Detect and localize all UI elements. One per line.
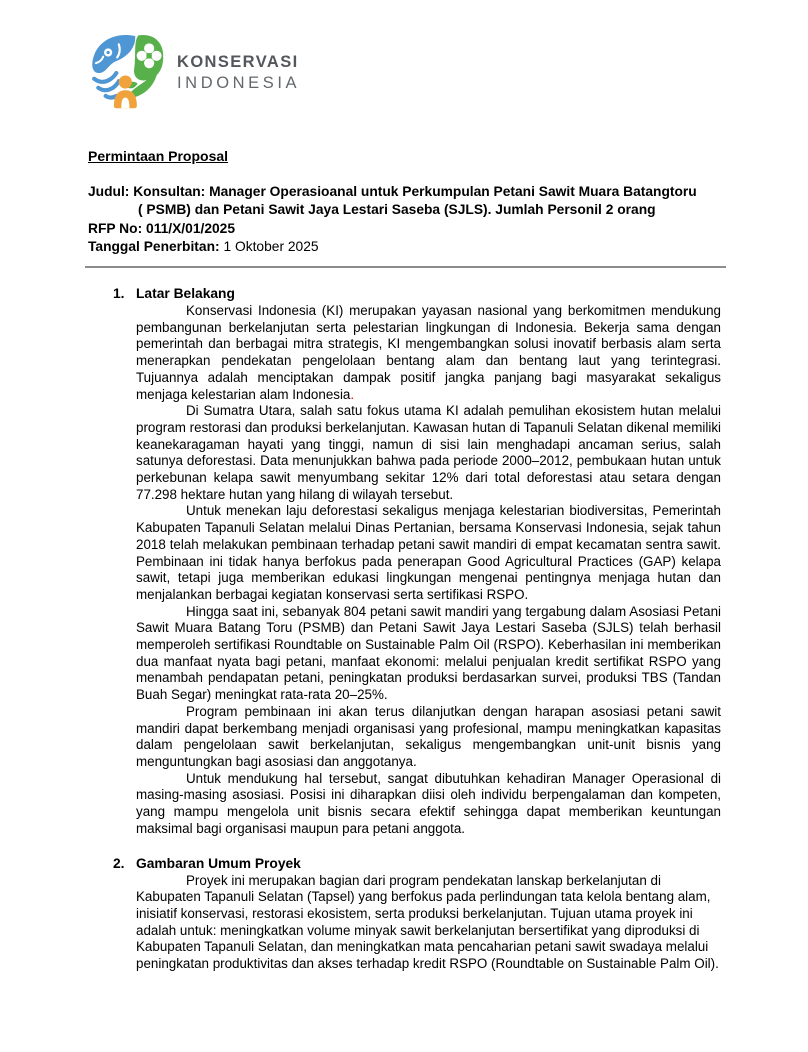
rfp-label: RFP No:: [88, 220, 143, 236]
paragraph: Untuk menekan laju deforestasi sekaligus menjaga kelestarian biodiversitas, Pemerintah Kabupaten Tapanuli Selatan melalui Dinas Pertanian, bersama Konservasi Indonesia, sejak tahun 2018 telah melakukan pembinaan terhadap petani sawit mandiri di empat kecamatan sentra sawit. Pembinaan ini tidak hanya berfokus pada penerapan Good Agricultural Practices (GAP) kelapa sawit, tetapi juga memberikan edukasi lingkungan mengenai pentingnya menjaga hutan dan menjalankan berbagai kegiatan konservasi serta sertifikasi RSPO.: [136, 503, 721, 602]
section-number: 2.: [113, 855, 125, 871]
issue-date-label: Tanggal Penerbitan:: [88, 238, 220, 254]
sections: [113, 285, 721, 973]
paragraph: Konservasi Indonesia (KI) merupakan yayasan nasional yang berkomitmen mendukung pembangunan berkelanjutan serta pelestarian lingkungan di Indonesia. Bekerja sama dengan pemerintah dan berbagai mitra strategis, KI mengembangkan solusi inovatif berbasis alam serta menerapkan pendekatan pengelolaan bentang alam dan bentang laut yang terintegrasi. Tujuannya adalah menciptakan dampak positif jangka panjang bagi masyarakat sekaligus menjaga kelestarian alam Indonesia.: [136, 303, 721, 402]
section-heading: Gambaran Umum Proyek: [136, 855, 301, 871]
rfp-value: 011/X/01/2025: [146, 220, 236, 236]
section-header: [113, 285, 721, 303]
konservasi-indonesia-logo-icon: [86, 32, 168, 114]
paragraph: Untuk mendukung hal tersebut, sangat dibutuhkan kehadiran Manager Operasional di masing-masing asosiasi. Posisi ini diharapkan diisi oleh individu berpengalaman dan kompeten, yang mampu mengelola unit bisnis secara efektif sehingga dapat memberikan keuntungan maksimal bagi organisasi maupun para petani anggota.: [136, 770, 721, 836]
red-period: .: [350, 386, 355, 402]
title-line-1: Judul: Konsultan: Manager Operasioanal untuk Perkumpulan Petani Sawit Muara Batangtoru: [88, 184, 697, 199]
section: [113, 855, 721, 973]
section-number: 1.: [113, 286, 125, 301]
header-divider: [85, 266, 726, 268]
section-heading: Latar Belakang: [136, 286, 235, 301]
issue-date-value: 1 Oktober 2025: [223, 238, 319, 254]
title-line-2: ( PSMB) dan Petani Sawit Jaya Lestari Saseba (SJLS). Jumlah Personil 2 orang: [138, 202, 656, 218]
paragraph: Hingga saat ini, sebanyak 804 petani sawit mandiri yang tergabung dalam Asosiasi Petani Sawit Muara Batang Toru (PSMB) dan Petani Sawit Jaya Lestari Saseba (SJLS) telah berhasil memperoleh sertifikasi Roundtable on Sustainable Palm Oil (RSPO). Keberhasilan ini memberikan dua manfaat nyata bagi petani, manfaat ekonomi: melalui penjualan kredit sertifikat RSPO yang menambah pendapatan petani, peningkatan produksi berdasarkan survei, produksi TBS (Tandan Buah Segar) meningkat rata-rata 20–25%.: [136, 603, 721, 703]
section: [113, 285, 721, 838]
document-meta: [88, 183, 733, 256]
paragraph: Program pembinaan ini akan terus dilanjutkan dengan harapan asosiasi petani sawit mandiri dapat berkembang menjadi organisasi yang profesional, mampu meningkatkan kapasitas dalam pengelolaan sawit berkelanjutan, sekaligus mengembangkan unit-unit bisnis yang menguntungkan bagi asosiasi dan anggotanya.: [136, 703, 721, 769]
logo: [86, 32, 300, 114]
paragraph: Proyek ini merupakan bagian dari program pendekatan lanskap berkelanjutan di Kabupaten Tapanuli Selatan (Tapsel) yang berfokus pada perlindungan tata kelola bentang alam, inisiatif konservasi, restorasi ekosistem, serta produksi berkelanjutan. Tujuan utama proyek ini adalah untuk: meningkatkan volume minyak sawit berkelanjutan bersertifikat yang diproduksi di Kabupaten Tapanuli Selatan, dan meningkatkan mata pencaharian petani sawit swadaya melalui peningkatan produktivitas dan akses terhadap kredit RSPO (Roundtable on Sustainable Palm Oil).: [136, 872, 719, 972]
brand-name-line1: KONSERVASI: [177, 52, 299, 71]
section-header: [113, 855, 721, 873]
paragraph: Di Sumatra Utara, salah satu fokus utama KI adalah pemulihan ekosistem hutan melalui program restorasi dan produksi berkelanjutan. Kawasan hutan di Tapanuli Selatan dikenal memiliki keanekaragaman hayati yang tinggi, namun di sisi lain menghadapi ancaman serius, salah satunya deforestasi. Data menunjukkan bahwa pada periode 2000–2012, pembukaan hutan untuk perkebunan kelapa sawit menyumbang sekitar 12% dari total deforestasi atau setara dengan 77.298 hektare hutan yang hilang di wilayah tersebut.: [136, 403, 721, 502]
rfp-number-line: [88, 220, 733, 238]
brand-wordmark: [177, 52, 300, 95]
document-type-heading: Permintaan Proposal: [88, 148, 229, 164]
brand-name-line2: INDONESIA: [177, 74, 301, 92]
issue-date-line: [88, 238, 733, 256]
